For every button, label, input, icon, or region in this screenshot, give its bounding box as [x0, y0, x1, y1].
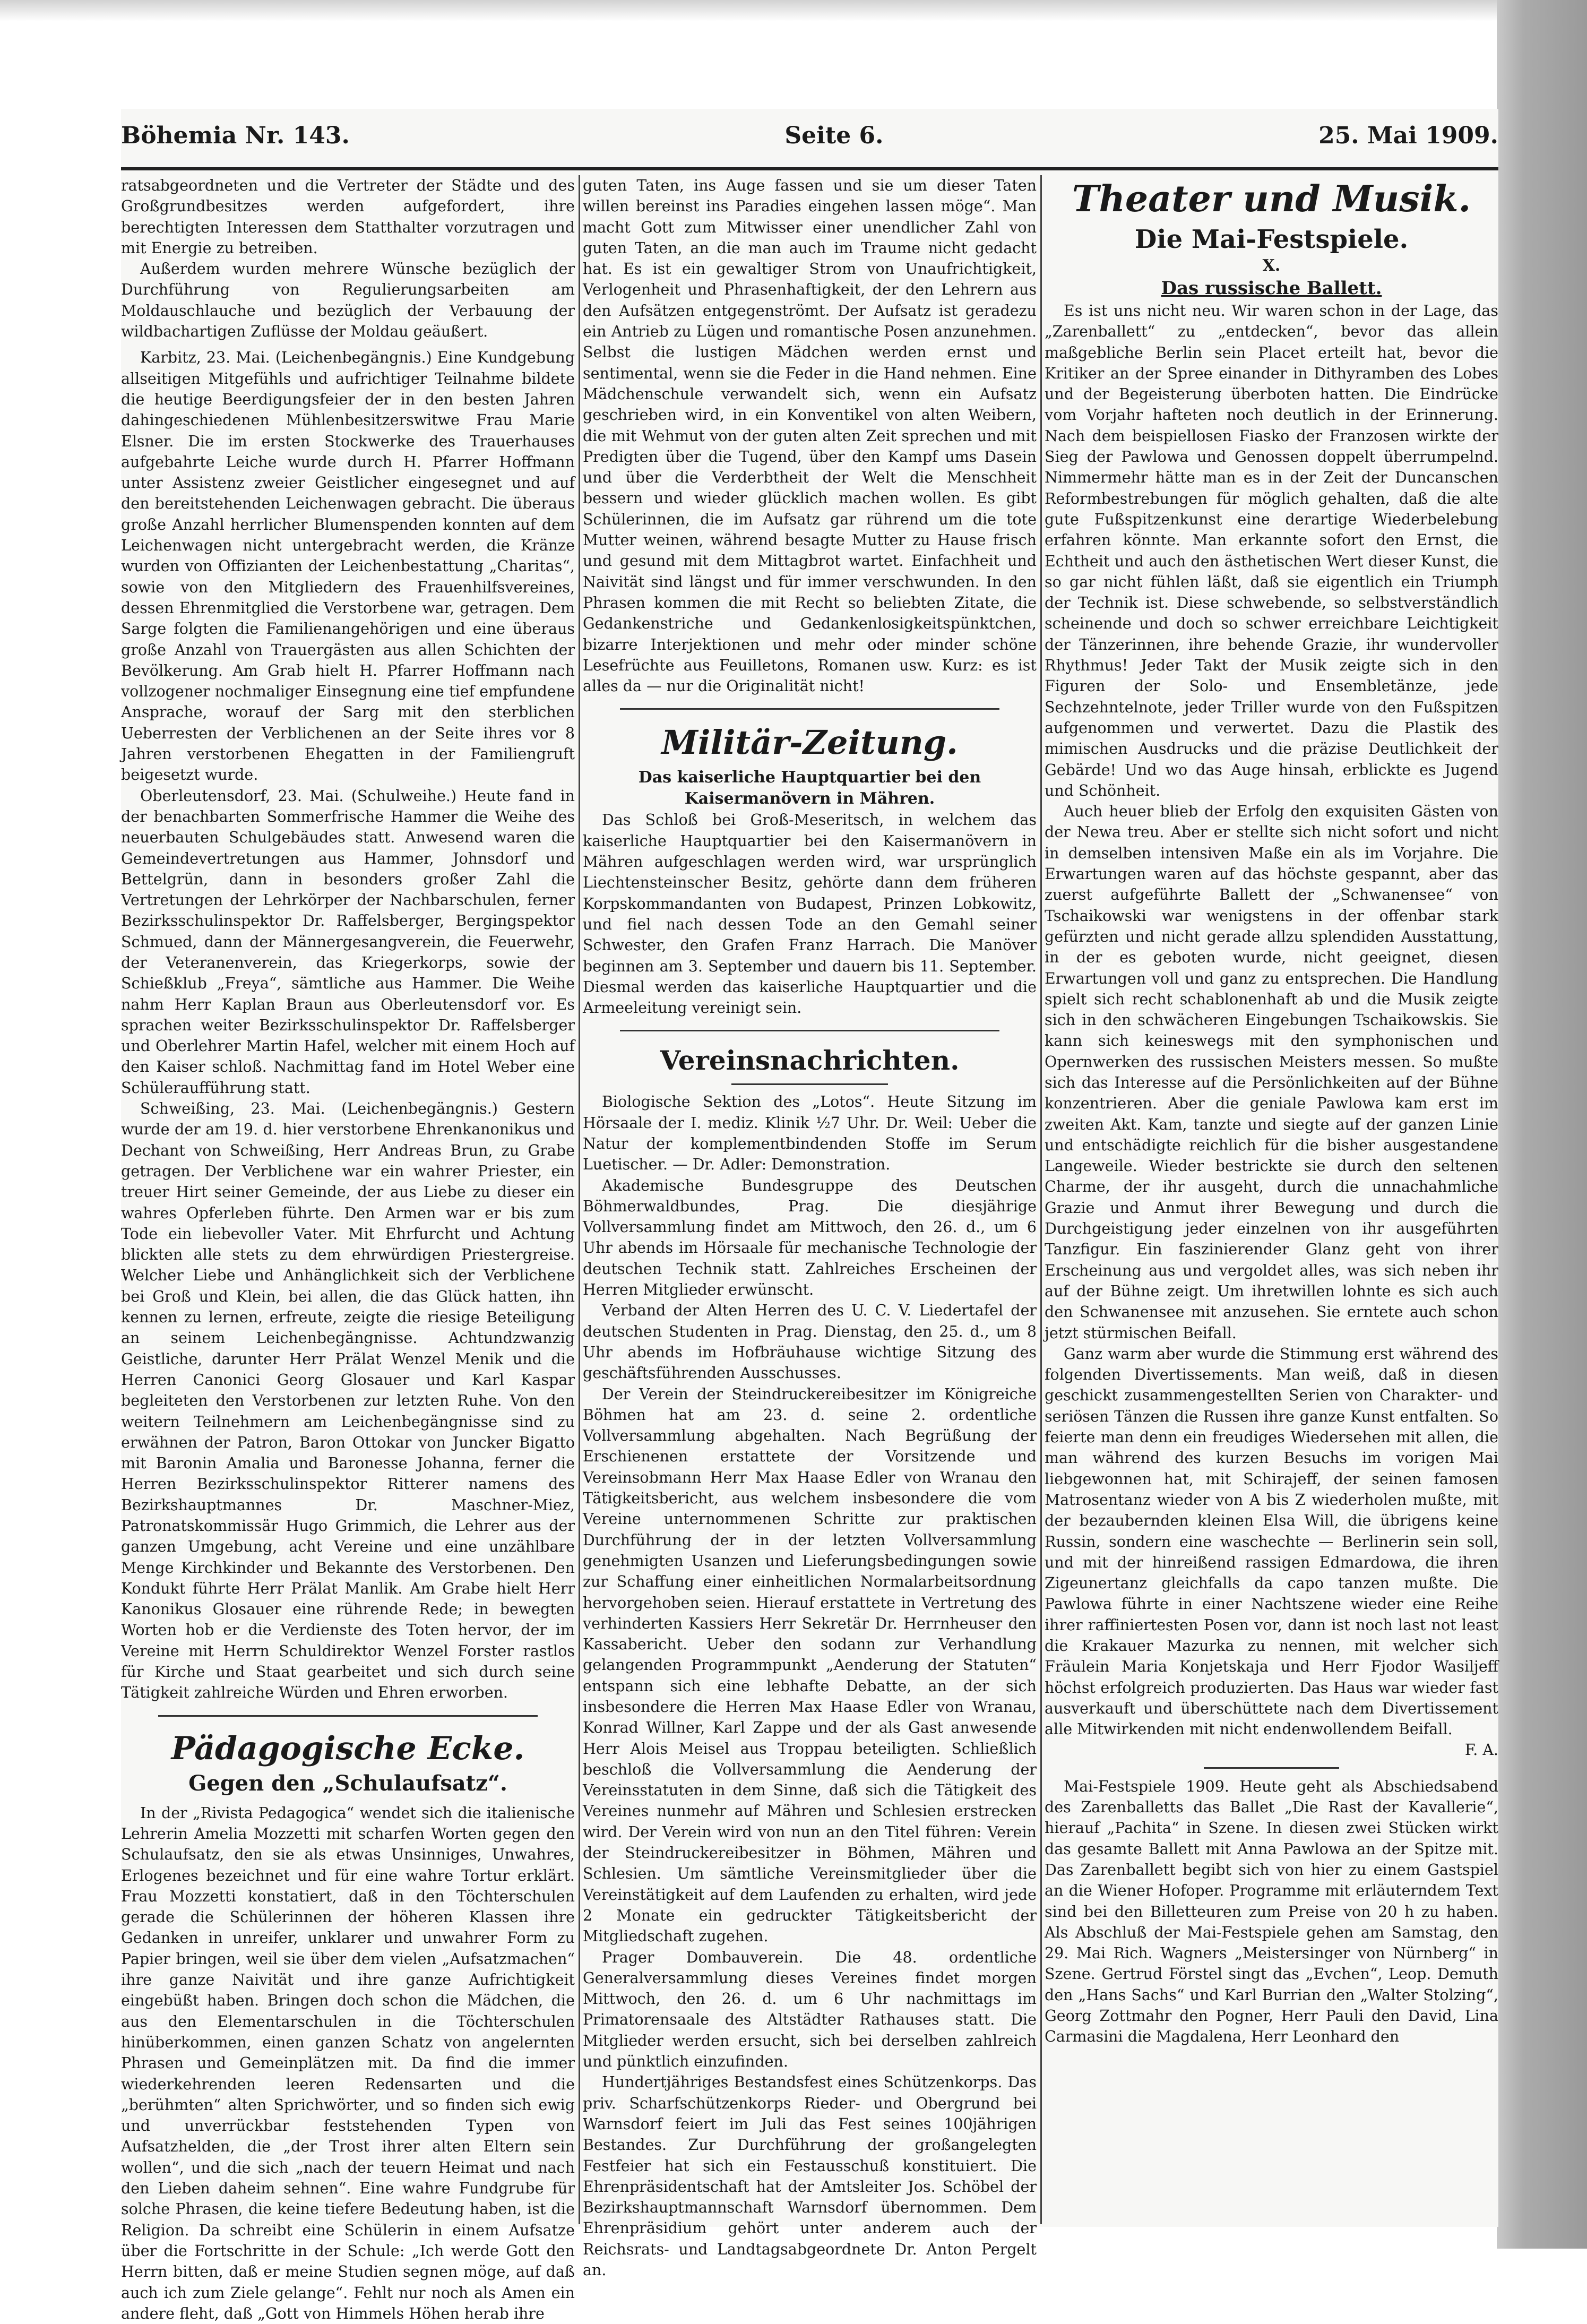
- section-divider: [731, 1083, 888, 1085]
- article-text: ratsabgeordneten und die Vertreter der Städte und des Großgrundbesitzes werden aufgefordert, ihre berechtigten Interessen dem Statthalter vorzutragen und mit Energie zu betreiben.: [121, 177, 575, 257]
- scan-top-shadow: [0, 0, 1587, 21]
- scan-edge-shadow: [1497, 0, 1587, 2249]
- header-rule: [121, 167, 1498, 170]
- section-title-vereinsnachrichten: Vereinsnachrichten.: [660, 1045, 960, 1077]
- section-title-paedagogik: Pädagogische Ecke.: [171, 1729, 525, 1767]
- section-divider: [158, 1715, 538, 1717]
- article-text: Mai-Festspiele 1909. Heute geht als Abschiedsabend des Zarenballetts das Ballet „Die Rast der Kavallerie“, hierauf „Pachita“ in Szene. In diesen zwei Stücken wirkt das gesamte Ballett mit Anna Pawlowa an der Spitze mit. Das Zarenballett begibt sich von hier zu einem Gastspiel an die Wiener Hofoper. Programme mit erläuterndem Text sind bei den Billetteuren zum Preise von 20 h zu haben. Als Abschluß der Mai-Festspiele gehen am Samstag, den 29. Mai Rich. Wagners „Meistersinger von Nürnberg“ in Szene. Gertrud Förstel singt das „Evchen“, Leop. Demuth den „Hans Sachs“ und Karl Burrian den „Walter Stolzing“, Georg Zottmahr den Pogner, Herr Pauli den David, Lina Carmasini die Magdalena, Herr Leonhard den: [1045, 1777, 1498, 2046]
- article-title-schulaufsatz: Gegen den „Schulaufsatz“.: [188, 1770, 507, 1796]
- article-subtitle-ballett: Das russische Ballett.: [1161, 278, 1382, 299]
- column-3: [1045, 175, 1498, 2224]
- club-notice: Verband der Alten Herren des U. C. V. Liedertafel der deutschen Studenten in Prag. Dienstag, den 25. d., um 8 Uhr abends im Hofbräuhause wichtige Sitzung des geschäftsführenden Ausschusses.: [583, 1302, 1037, 1382]
- local-news-karbitz: Karbitz, 23. Mai. (Leichenbegängnis.) Eine Kundgebung allseitigen Mitgefühls und aufrichtiger Teilnahme bildete die heutige Beerdigungsfeier der in den besten Jahren dahingeschiedenen Mühlenbesitzerswitwe Frau Marie Elsner. Die im ersten Stockwerke des Trauerhauses aufgebahrte Leiche wurde durch H. Pfarrer Hoffmann unter Assistenz zweier Geistlicher eingesegnet und auf den bereitstehenden Leichenwagen gebracht. Die überaus große Anzahl herrlicher Blumenspenden konnten auf dem Leichenwagen nicht untergebracht werden, die Kränze wurden von Offizianten der Leichenbestattung „Charitas“, sowie von den Mitgliedern des Frauenhilfsvereines, dessen Ehrenmitglied die Verstorbene war, getragen. Dem Sarge folgten die Familienangehörigen und eine überaus große Anzahl von Trauergästen aus allen Schichten der Bevölkerung. Am Grab hielt H. Pfarrer Hoffmann nach vollzogener nochmaliger Einsegnung eine tief empfundene Ansprache, worauf der Sarg mit den sterblichen Ueberresten der Verblichenen an der Seite ihres vor 8 Jahren verstorbenen Ehegatten in der Familiengruft beigesetzt wurde.: [121, 349, 575, 784]
- section-title-militaer: Militär-Zeitung.: [661, 723, 958, 762]
- article-text: Ganz warm aber wurde die Stimmung erst während des folgenden Divertissements. Man weiß, daß in diesen geschickt zusammengestellten Serien von Charakter- und seriösen Tänzen die Russen ihre ganze Kunst entfalten. So feierte man denn ein freudiges Wiedersehen mit allen, die man während des kurzen Besuchs im vorigen Mai liebgewonnen hat, mit Schirajeff, der seinen famosen Matrosentanz wieder von A bis Z wiederholen mußte, mit der bezaubernden kleinen Elsa Will, die übrigens keine Russin, sondern eine waschechte — Berlinerin sein soll, und mit der hinreißend rassigen Edmardowa, die ihren Zigeunertanz gleichfalls da capo tanzen mußte. Die Pawlowa führte in einer Nachtszene wieder eine Reihe ihrer raffiniertesten Posen vor, dann ist noch last not least die Krakauer Mazurka zu nennen, mit welcher sich Fräulein Maria Konjetskaja und Herr Fjodor Wasiljeff höchst erfolgreich produzierten. Das Haus war wieder fast ausverkauft und überschüttete nach dem Divertissement alle Mitwirkenden mit nicht endenwollendem Beifall.: [1045, 1345, 1498, 1738]
- section-divider: [620, 1030, 999, 1031]
- newspaper-page: [121, 109, 1498, 2322]
- article-part-number: X.: [1262, 256, 1281, 275]
- club-notice: Prager Dombauverein. Die 48. ordentliche Generalversammlung dieses Vereines findet morgen Mittwoch, den 26. d. um 6 Uhr nachmittags im Primatorensaale des Altstädter Rathauses statt. Die Mitglieder werden ersucht, sich bei derselben zahlreich und pünktlich einzufinden.: [583, 1948, 1037, 2071]
- article-text: Es ist uns nicht neu. Wir waren schon in der Lage, das „Zarenballett“ zu „entdecken“, bevor das allein maßgebliche Berlin sein Placet erteilt hat, bevor die Kritiker an der Spree einander in Dithyramben des Lobes und der Begeisterung überboten hatten. Die Eindrücke vom Vorjahr hafteten noch deutlich in der Erinnerung. Nach dem beispiellosen Fiasko der Franzosen wirkte der Sieg der Pawlowa und Genossen doppelt überrumpelnd. Nimmermehr hätte man es in der Zeit der Duncanschen Reformbestrebungen für möglich gehalten, daß die alte gute Fußspitzenkunst eine derartige Wiederbelebung erfahren könnte. Man erkannte sofort den Ernst, die Echtheit und auch den ästhetischen Wert dieser Kunst, die so gar nicht fühlen läßt, daß sie eigentlich ein Triumph der Technik ist. Diese schwebende, so selbstverständlich scheinende und doch so schwer erreichbare Leichtigkeit der Tänzerinnen, ihre behende Grazie, ihr wundervoller Rhythmus! Jeder Takt der Musik zeigte sich in den Figuren der Solo- und Ensembletänze, jede Sechzehntelnote, jeder Triller wurde von den Fußspitzen aufgenommen und verwertet. Dazu die Plastik des mimischen Ausdrucks und die präzise Deutlichkeit der Gebärde! Und wo das Auge hinsah, erblickte es Jugend und Schönheit.: [1045, 302, 1498, 799]
- article-text: Das Schloß bei Groß-Meseritsch, in welchem das kaiserliche Hauptquartier bei den Kaisermanövern in Mähren aufgeschlagen werden wird, war ursprünglich Liechtensteinscher Besitz, gehörte dann dem früheren Korpskommandanten von Budapest, Prinzen Lobkowitz, und fiel nach dessen Tode an den Gemahl seiner Schwester, den Grafen Franz Harrach. Die Manöver beginnen am 3. September und dauern bis 11. September. Diesmal werden das kaiserliche Hauptquartier und die Armeeleitung vereinigt sein.: [583, 811, 1037, 1017]
- club-notice: Akademische Bundesgruppe des Deutschen Böhmerwaldbundes, Prag. Die diesjährige Vollversammlung findet am Mittwoch, den 26. d., um 6 Uhr abends im Hörsaale für mechanische Technologie der deutschen Technik statt. Zahlreiches Erscheinen der Herren Mitglieder erwünscht.: [583, 1176, 1037, 1299]
- column-rule: [1040, 175, 1042, 2224]
- section-divider: [620, 708, 999, 710]
- column-1: [121, 175, 575, 2322]
- club-notice: Hundertjähriges Bestandsfest eines Schützenkorps. Das priv. Scharfschützenkorps Rieder- und Obergrund bei Warnsdorf feiert im Juli das Fest seines 100jährigen Bestandes. Zur Durchführung der großangelegten Festfeier hat sich ein Festausschuß konstituiert. Die Ehrenpräsidentschaft hat der Amtsleiter Jos. Schöbel der Bezirkshauptmannschaft Warnsdorf übernommen. Dem Ehrenpräsidium gehört unter anderem auch der Reichsrats- und Landtagsabgeordnete Dr. Anton Pergelt an.: [583, 2073, 1037, 2279]
- article-text: Außerdem wurden mehrere Wünsche bezüglich der Durchführung von Regulierungsarbeiten am Moldauschlauche und bezüglich der Verbauung der wildbachartigen Zuflüsse der Moldau geäußert.: [121, 260, 575, 341]
- header-paper-issue: Böhemia Nr. 143.: [121, 122, 350, 149]
- club-notice: Der Verein der Steindruckereibesitzer im Königreiche Böhmen hat am 23. d. seine 2. ordentliche Vollversammlung abgehalten. Nach Begrüßung der Erschienenen erstattete der Vorsitzende und Vereinsobmann Herr Max Haase Edler von Wranau den Tätigkeitsbericht, aus welchem insbesondere die vom Vereine unternommenen Schritte zur praktischen Durchführung der in der letzten Vollversammlung genehmigten Usanzen und Lieferungsbedingungen sowie zur Schaffung einer einheitlichen Normalarbeitsordnung hervorgehoben seien. Hierauf erstattete in Vertretung des verhinderten Kassiers Herr Sekretär Dr. Herrnheuser den Kassabericht. Ueber den sodann zur Verhandlung gelangenden Programmpunkt „Aenderung der Statuten“ entspann sich eine lebhafte Debatte, an der sich insbesondere die Herren Max Haase Edler von Wranau, Konrad Willner, Karl Zappe und der als Gast anwesende Herr Alois Meisel aus Troppau beteiligten. Schließlich beschloß die Vollversammlung die Aenderung der Vereinsstatuten in dem Sinne, daß sich die Tätigkeit des Vereines nunmehr auf Mähren und Schlesien erstrecken wird. Der Verein wird von nun an den Titel führen: Verein der Steindruckereibesitzer in Böhmen, Mähren und Schlesien. Um sämtliche Vereinsmitglieder über die Vereinstätigkeit auf dem Laufenden zu erhalten, wird jede 2 Monate ein gedruckter Tätigkeitsbericht der Mitgliedschaft zugehen.: [583, 1385, 1037, 1946]
- article-text: Auch heuer blieb der Erfolg den exquisiten Gästen von der Newa treu. Aber er stellte sich nicht sofort und nicht in demselben intensiven Maße ein als im Vorjahre. Die Erwartungen waren auf das höchste gespannt, aber das zuerst aufgeführte Ballett der „Schwanensee“ von Tschaikowski war wenigstens in der offenbar stark gefürzten und nicht gerade allzu splendiden Ausstattung, in der es geboten wurde, nicht geeignet, diesen Erwartungen voll und ganz zu entsprechen. Die Handlung spielt sich recht schablonenhaft ab und die Musik zeigte sich in den schwächeren Eingebungen Tschaikowskis. Sie kann sich keineswegs mit den symphonischen und Opernwerken des russischen Meisters messen. So mußte sich das Interesse auf die Persönlichkeiten auf der Bühne konzentrieren. Aber die geniale Pawlowa kam erst im zweiten Akt. Kam, tanzte und siegte auf der ganzen Linie und entschädigte reichlich für die bisher ausgestandene Langeweile. Wieder bestrickte sie durch den seltenen Charme, der ihr ausgeht, durch die unnachahmliche Grazie und Anmut ihrer Bewegung und durch die Durchgeistigung jeder einzelnen von ihr ausgeführten Tanzfigur. Ein faszinierender Glanz geht von ihrer Erscheinung aus und vergoldet alles, was sich neben ihr auf der Bühne zeigt. Um ihretwillen lohnte es sich auch den Schwanensee mit anzusehen. Sie erntete auch schon jetzt stürmischen Beifall.: [1045, 803, 1498, 1342]
- author-signature: F. A.: [1464, 1741, 1498, 1759]
- article-text: In der „Rivista Pedagogica“ wendet sich die italienische Lehrerin Amelia Mozzetti mit scharfen Worten gegen den Schulaufsatz, den sie als etwas Unsinniges, Unwahres, Erlogenes bezeichnet und für eine wahre Tortur erklärt. Frau Mozzetti konstatiert, daß in den Töchterschulen gerade die Schülerinnen der höheren Klassen ihre Gedanken in unreifer, unklarer und unwahrer Form zu Papier bringen, weil sie über dem vielen „Aufsatzmachen“ ihre ganze Naivität und ihre ganze Aufrichtigkeit eingebüßt haben. Bringen doch schon die Mädchen, die aus den Elementarschulen in die Töchterschulen hinüberkommen, einen ganzen Schatz von angelernten Phrasen und Gemeinplätzen mit. Da find die immer wiederkehrenden leeren Redensarten und die „berühmten“ alten Sprichwörter, und so finden sich ewig und unverrückbar feststehenden Typen von Aufsatzhelden, die „der Trost ihrer alten Eltern sein wollen“, und die sich „nach der teuern Heimat und nach den Lieben daheim sehnen“. Eine wahre Fundgrube für solche Phrasen, die keine tiefere Bedeutung haben, ist die Religion. Da schreibt eine Schülerin in einem Aufsatze über die Fortschritte in der Schule: „Ich werde Gott den Herrn bitten, daß er meine Studien segnen möge, auf daß auch ich zum Ziele gelange“. Fehlt nur noch als Amen ein andere fleht, daß „Gott von Himmels Höhen herab ihre: [121, 1804, 575, 2322]
- club-notice: Biologische Sektion des „Lotos“. Heute Sitzung im Hörsaale der I. mediz. Klinik ½7 Uhr. Dr. Weil: Ueber die Natur der komplementbindenden Stoffe im Serum Luetischer. — Dr. Adler: Demonstration.: [583, 1093, 1037, 1174]
- page-header: [121, 119, 1498, 151]
- column-rule: [579, 175, 580, 2224]
- article-title-festspiele: Die Mai-Festspiele.: [1134, 225, 1409, 254]
- column-2: [583, 175, 1037, 2279]
- article-text: guten Taten, ins Auge fassen und sie um dieser Taten willen bereinst ins Paradies eingehen lassen möge“. Man macht Gott zum Mitwisser einer unendlicher Zahl von guten Taten, an die man auch im Traume nicht gedacht hat. Es ist ein gewaltiger Strom von Unaufrichtigkeit, Verlogenheit und Phrasenhaftigkeit, der den Lehrern aus den Aufsätzen entgegenströmt. Der Aufsatz ist geradezu ein Antrieb zu Lügen und romantische Posen anzunehmen. Selbst die lustigen Mädchen werden ernst und sentimental, wenn sie die Feder in die Hand nehmen. Eine Mädchenschule verwandelt sich, wenn ein Aufsatz geschrieben wird, in ein Konventikel von alten Weibern, die mit Wehmut von der guten alten Zeit sprechen und mit Predigten über die Tugend, über den Kampf ums Dasein und über die Verderbtheit der Welt die Menschheit bessern und wieder glücklich machen wollen. Es gibt Schülerinnen, die im Aufsatz gar rührend um die tote Mutter weinen, während besagte Mutter zu Hause frisch und gesund mit dem Mittagbrot wartet. Einfachheit und Naivität sind längst und für immer verschwunden. In den Phrasen kommen die mit Recht so beliebten Zitate, die Gedankenstriche und Gedankenlosigkeitspünktchen, bizarre Interjektionen und mehr oder minder schöne Lesefrüchte aus Feuilletons, Romanen usw. Kurz: es ist alles da — nur die Originalität nicht!: [583, 177, 1037, 695]
- section-title-theater: Theater und Musik.: [1072, 178, 1471, 220]
- local-news-schweissing: Schweißing, 23. Mai. (Leichenbegängnis.) Gestern wurde der am 19. d. hier verstorbene Ehrenkanonikus und Dechant von Schweißing, Herr Andreas Brun, zu Grabe getragen. Der Verblichene war ein wahrer Priester, ein treuer Hirt seiner Gemeinde, der aus Liebe zu dieser ein wahres Opferleben führte. Den Armen war er bis zum Tode ein liebevoller Vater. Mit Ehrfurcht und Achtung blickten alle stets zu dem ehrwürdigen Priestergreise. Welcher Liebe und Anhänglichkeit sich der Verblichene bei Groß und Klein, bei allen, die das Glück hatten, ihn kennen zu lernen, erfreute, zeigte die riesige Beteiligung an seinem Leichenbegängnisse. Achtundzwanzig Geistliche, darunter Herr Prälat Wenzel Menik und die Herren Canonici Georg Glosauer und Karl Kaspar begleiteten den Verstorbenen zur letzten Ruhe. Von den weitern Teilnehmern am Leichenbegängnisse sind zu erwähnen der Patron, Baron Ottokar von Juncker Bigatto mit Baronin Amalia und Baronesse Johanna, ferner die Herren Bezirksschulinspektor Ritterer namens des Bezirkshauptmannes Dr. Maschner-Miez, Patronatskommissär Hugo Grimmich, die Lehrer aus der ganzen Umgebung, acht Vereine und eine unzählbare Menge Kirchkinder und Bekannte des Verstorbenen. Den Kondukt führte Herr Prälat Manlik. Am Grabe hielt Herr Kanonikus Glosauer eine rührende Rede; in bewegten Worten hob er die Verdienste des Toten hervor, der im Vereine mit Herrn Schuldirektor Wenzel Forster rastlos für Kirche und Staat gearbeitet und sich durch seine Tätigkeit zahlreiche Würden und Ehren erworben.: [121, 1100, 575, 1702]
- article-title-hauptquartier: Das kaiserliche Hauptquartier bei den Kaisermanövern in Mähren.: [638, 768, 981, 808]
- header-date: 25. Mai 1909.: [1318, 122, 1498, 149]
- section-divider: [1204, 1767, 1339, 1769]
- header-page-number: Seite 6.: [784, 122, 884, 149]
- local-news-oberleutensdorf: Oberleutensdorf, 23. Mai. (Schulweihe.) Heute fand in der benachbarten Sommerfrische Hammer die Weihe des neuerbauten Schulgebäudes statt. Anwesend waren die Gemeindevertretungen aus Hammer, Johnsdorf und Bettelgrün, dann in besonders großer Zahl die Vertretungen der Lehrkörper der Nachbarschulen, ferner Bezirksschulinspektor Dr. Raffelsberger, Bergingspektor Schmued, dann der Männergesangverein, die Feuerwehr, der Veteranenverein, das Kriegerkorps, sowie der Schießklub „Freya“, sämtliche aus Hammer. Die Weihe nahm Herr Kaplan Braun aus Oberleutensdorf vor. Es sprachen weiter Bezirksschulinspektor Dr. Raffelsberger und Oberlehrer Martin Hafel, welcher mit einem Hoch auf den Kaiser schloß. Nachmittag fand im Hotel Weber eine Schüleraufführung statt.: [121, 787, 575, 1097]
